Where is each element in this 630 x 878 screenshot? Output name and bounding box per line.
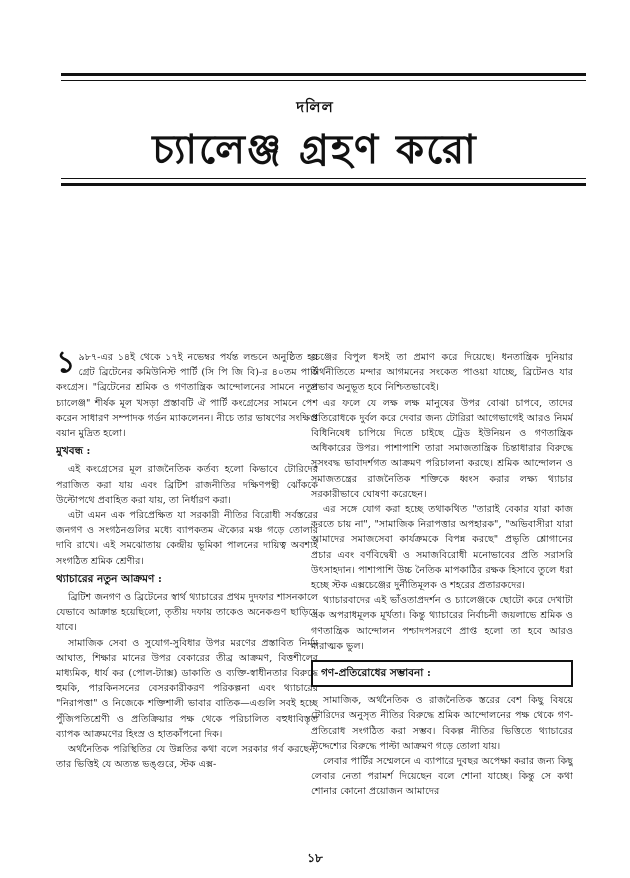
header-rule-thick (61, 73, 586, 76)
paragraph: অর্থনৈতিক পরিস্থিতির যে উন্নতির কথা বলে সরকার গর্ব করছেন, তার ভিত্তিই যে অত্যন্ত ভঙ্গুরে, স্টক এক্স- (56, 744, 318, 771)
section-heading-preface: মুখবন্ধ : (56, 445, 91, 458)
paragraph: সামাজিক, অর্থনৈতিক ও রাজনৈতিক স্তরের বেশ কিছু বিষয়ে টোরিদের অনুসৃত নীতির বিরুদ্ধে শ্রমিক আন্দোলনের পক্ষ থেকে গণ-প্রতিরোধ সংগঠিত করা সম্ভব। বিকল্প নীতির ভিত্তিতে থ্যাচারের উদ্দেশ্যের বিরুদ্ধে পাল্টা আক্রমণ গড়ে তোলা যায়। (311, 695, 573, 752)
page-number: ১৮ (307, 851, 323, 865)
intro-text: ৯৮৭-এর ১৪ই থেকে ১৭ই নভেম্বর পর্যন্ত লন্ডনে অনুষ্ঠিত হয় গ্রেট ব্রিটেনের কমিউনিস্ট পার্টি (সি পি জি বি)-র ৪০তম পার্টি কংগ্রেস। "ব্রিটেনের শ্রমিক ও গণতান্ত্রিক আন্দোলনের সামনে নতুন চ্যালেঞ্জ" শীর্ষক মূল খসড়া প্রস্তাবটি ঐ পার্টি কংগ্রেসের সামনে পেশ করেন সাধারণ সম্পাদক গর্ডন ম্যাকলেনন। নীচে তার ভাষণের সংক্ষিপ্ত বয়ান মুদ্রিত হলো। (56, 352, 318, 440)
paragraph: এটা এমন এক পরিপ্রেক্ষিত যা সরকারী নীতির বিরোধী সর্বস্তরের জনগণ ও সংগঠনগুলির মধ্যে ব্যাপকতম ঐক্যের মঞ্চ গড়ে তোলার দাবি রাখে। এই সমঝোতায় কেন্দ্রীয় ভূমিকা পালনের দায়িত্ব অবশ্যই সংগঠিত শ্রমিক শ্রেণীর। (56, 510, 318, 567)
section-heading-new-attack: থ্যাচারের নতুন আক্রমণ : (56, 572, 162, 585)
left-column (56, 350, 318, 845)
paragraph: এর ফলে যে লক্ষ লক্ষ মানুষের উপর বোঝা চাপবে, তাদের প্রতিরোধকে দুর্বল করে দেবার জন্য টোরিরা আগেভাগেই আরও নিমর্ম বিধিনিষেধ চাপিয়ে দিতে চাইছে ট্রেড ইউনিয়ন ও গণতান্ত্রিক অধিকারের উপর। পাশাপাশি তারা সমাজতান্ত্রিক চিন্তাধারার বিরুদ্ধে সুসংবদ্ধ ভাবাদর্শগত আক্রমণ পরিচালনা করছে। শ্রমিক আন্দোলন ও সমাজতন্ত্রের রাজনৈতিক শক্তিকে ধ্বংস করার লক্ষ্য থ্যাচার সরকারীভাবে ঘোষণা করেছেন। (311, 397, 573, 500)
section-label: দলিল (296, 98, 334, 116)
boxed-section-heading: গণ-প্রতিরোধের সম্ভাবনা : (311, 660, 573, 687)
paragraph: ব্রিটিশ জনগণ ও ব্রিটেনের স্বার্থ থ্যাচারের প্রথম দুদফার শাসনকালে যেভাবে আক্রান্ত হয়েছিলো, তৃতীয় দফায় তাকেও অনেকগুণ ছাড়িয়ে যাবে। (56, 592, 318, 634)
paragraph: থ্যাচারবাদের এই ভাঁওতাপ্রদর্শন ও চ্যালেঞ্জকে ছোটো করে দেখাটা এক অপরাধমূলক মূর্খতা। কিন্তু থ্যাচারের নির্বাচনী জয়লাভে শ্রমিক ও গণতান্ত্রিক আন্দোলন পশ্চাদপসরণে প্রাপ্ত হলো তা হবে আরও মারাত্মক ভুল। (311, 595, 573, 652)
paragraph: লেবার পার্টির সম্মেলনে এ ব্যাপারে দুবছর অপেক্ষা করার জন্য কিছু লেবার নেতা পরামর্শ দিয়েছেন বলে শোনা যাচ্ছে। কিন্তু সে কথা শোনার কোনো প্রয়োজন আমাদের (311, 756, 573, 798)
paragraph: সামাজিক সেবা ও সুযোগ-সুবিধার উপর মরণের প্রস্তাবিত নির্মম আঘাত, শিক্ষার মানের উপর বেকারের তীব্র আক্রমণ, বিত্তশীলের মাধ্যমিক, ধার্য কর (পোল-ট্যাক্স) ডাকাতি ও ব্যক্তি-স্বাধীনতার বিরুদ্ধে হুমকি, পারকিনসনের বেসরকারীকরণ পরিকল্পনা এবং থ্যাচারের "নিরাপত্তা" ও নিজেকে শক্তিশালী ভাবার বাতিক—এগুলি সবই হচ্ছে পুঁজিপতিশ্রেণী ও প্রতিক্রিয়ার পক্ষ থেকে পরিচালিত বহুধাবিস্তৃত ব্যাপক আক্রমণের হিংস্র ও হাতকাঁপনো দিক। (56, 637, 318, 740)
paragraph: চেঞ্জের বিপুল ধসই তা প্রমাণ করে দিয়েছে। ধনতান্ত্রিক দুনিয়ার অর্থনীতিতে মন্দার আগমনের সংকেত পাওয়া যাচ্ছে, ব্রিটেনও যার প্রভাব অনুভূত হবে নিশ্চিতভাবেই। (311, 352, 573, 394)
header-rule-thin (61, 80, 586, 81)
drop-cap: ১ (56, 350, 76, 380)
article-title: চ্যালেঞ্জ গ্রহণ করো (152, 127, 478, 173)
paragraph: এর সঙ্গে যোগ করা হচ্ছে তথাকথিত "তারাই বেকার যারা কাজ করতে চায় না", "সামাজিক নিরাপত্তার অপহারক", "অভিবাসীরা যারা আমাদের সমাজসেবা কার্যক্রমকে বিপন্ন করছে" প্রভৃতি শ্লোগানের প্রচার এবং বর্ণবিদ্বেষী ও সমাজবিরোধী মনোভাবের প্রতি সরাসরি উৎসাহদান। পাশাপাশি উচ্চ নৈতিক মাপকাঠির রক্ষক হিসাবে তুলে ধরা হচ্ছে স্টক এক্সচেঞ্জের দুর্নীতিমূলক ও শহরের প্রতারকদের। (311, 504, 573, 592)
paragraph: এই কংগ্রেসের মূল রাজনৈতিক কর্তব্য হলো কিভাবে টোরিদের পরাজিত করা যায় এবং ব্রিটিশ রাজনীতির দক্ষিণপন্থী ঝোঁককে উল্টোপথে প্রবাহিত করা যায়, তা নির্ধারণ করা। (56, 464, 318, 506)
right-column (311, 350, 573, 845)
intro-paragraph (56, 350, 318, 441)
title-rule-thick (61, 183, 586, 186)
title-rule-thin (61, 178, 586, 179)
